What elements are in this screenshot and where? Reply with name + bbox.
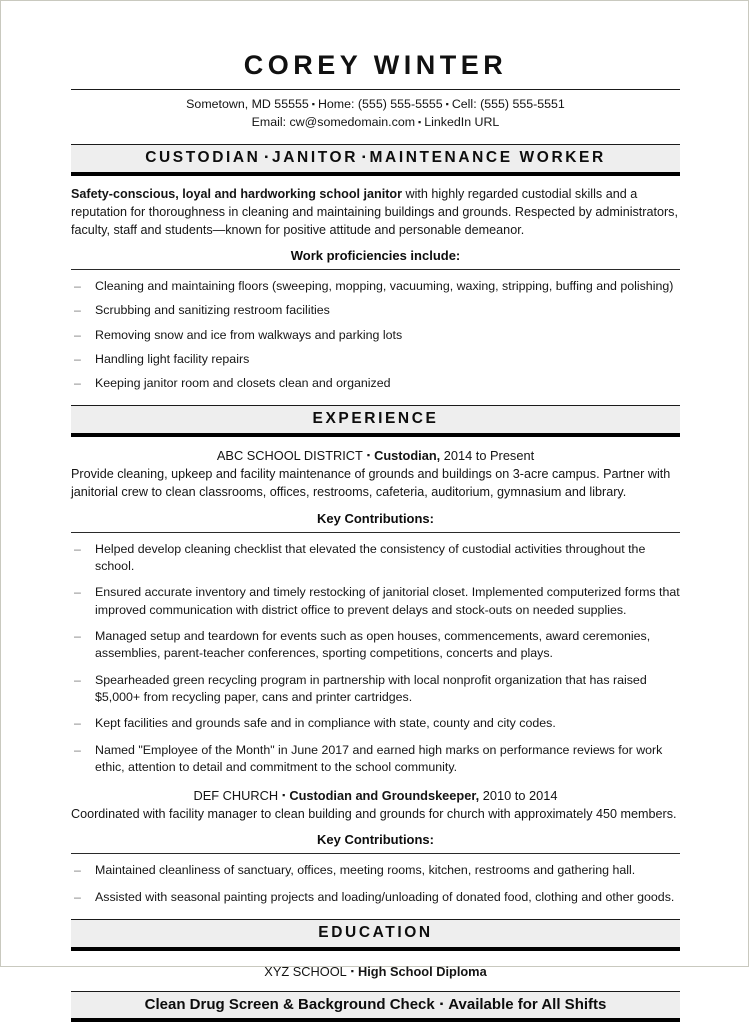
experience-band: [71, 405, 680, 437]
list-item: [71, 302, 680, 319]
list-item-text: Scrubbing and sanitizing restroom facilities: [95, 303, 330, 318]
dash-bullet-icon: –: [74, 742, 81, 757]
job-title-part-1: CUSTODIAN: [145, 149, 261, 167]
job-role: Custodian,: [374, 447, 441, 463]
job-description: Provide cleaning, upkeep and facility maintenance of grounds and buildings on 3-acre campus. Partner with janitorial crew to clean classrooms, offices, restrooms, cafeteria, auditorium, gymnasium and library.: [71, 466, 671, 499]
footer-part-2: Available for All Shifts: [448, 996, 607, 1014]
summary-body: with highly regarded custodial skills and a reputation for thoroughness in cleaning and maintaining buildings and grounds. Respected by administrators, faculty, staff and students—known for positive attitude and personable demeanor.: [71, 187, 678, 238]
list-item: [71, 742, 680, 777]
dash-bullet-icon: –: [74, 303, 81, 318]
job-title-part-2: JANITOR: [272, 149, 358, 167]
contact-linkedin[interactable]: LinkedIn URL: [424, 115, 500, 130]
proficiencies-list: [71, 270, 680, 393]
square-separator-icon: ▪: [311, 98, 315, 109]
dash-bullet-icon: –: [74, 279, 81, 294]
resume-sheet: [71, 1, 680, 1022]
square-separator-icon: ▪: [445, 98, 449, 109]
contact-cell-phone: Cell: (555) 555-5551: [451, 97, 565, 112]
list-item: [71, 715, 680, 732]
dash-bullet-icon: –: [74, 716, 81, 731]
list-item-text: Removing snow and ice from walkways and parking lots: [95, 327, 403, 342]
square-separator-icon: ▪: [282, 789, 286, 800]
square-separator-icon: ▪: [418, 116, 422, 127]
dash-bullet-icon: –: [74, 585, 81, 600]
dash-bullet-icon: –: [74, 863, 81, 878]
footer-text: [71, 996, 680, 1013]
experience-band-title: EXPERIENCE: [312, 409, 439, 427]
list-item-text: Cleaning and maintaining floors (sweeping, mopping, vacuuming, waxing, stripping, buffing and polishing): [95, 279, 674, 294]
list-item-text: Managed setup and teardown for events such as open houses, commencements, award ceremonies, assemblies, parent-teacher conferences, sporting competitions, concerts and plays.: [95, 629, 651, 661]
job-dates: 2010 to 2014: [482, 787, 558, 803]
dash-bullet-icon: –: [74, 541, 81, 556]
list-item-text: Assisted with seasonal painting projects and loading/unloading of donated food, clothing and other goods.: [95, 889, 675, 904]
proficiencies-heading: Work proficiencies include:: [290, 248, 461, 264]
square-separator-icon: ▪: [264, 152, 269, 164]
contact-address: Sometown, MD 55555: [186, 97, 309, 112]
education-degree: High School Diploma: [358, 964, 487, 980]
dash-bullet-icon: –: [74, 629, 81, 643]
page-title: COREY WINTER: [243, 50, 508, 80]
dash-bullet-icon: –: [74, 672, 81, 687]
job-title-text: [71, 149, 680, 167]
list-item: [71, 278, 680, 295]
square-separator-icon: ▪: [439, 999, 444, 1011]
list-item: [71, 672, 680, 707]
key-contributions-heading: Key Contributions:: [317, 832, 434, 848]
list-item: [71, 541, 680, 576]
education-entry: [71, 951, 680, 991]
job-dates: 2014 to Present: [443, 447, 535, 463]
key-contributions-heading: Key Contributions:: [317, 510, 434, 526]
dash-bullet-icon: –: [74, 889, 81, 904]
job-employer: DEF CHURCH: [193, 787, 279, 803]
list-item: [71, 351, 680, 368]
education-band-title: EDUCATION: [318, 924, 433, 942]
contact-info: [71, 90, 680, 132]
list-item-text: Handling light facility repairs: [95, 352, 250, 367]
list-item: [71, 584, 680, 619]
list-item-text: Maintained cleanliness of sanctuary, offices, meeting rooms, kitchen, restrooms and gathering hall.: [95, 863, 636, 878]
contact-email[interactable]: Email: cw@somedomain.com: [251, 115, 416, 130]
dash-bullet-icon: –: [74, 327, 81, 342]
list-item: [71, 628, 680, 663]
job-role: Custodian and Groundskeeper,: [289, 787, 480, 803]
dash-bullet-icon: –: [74, 352, 81, 367]
dash-bullet-icon: –: [74, 376, 81, 391]
key-contributions-list: [71, 533, 680, 777]
professional-summary: [71, 176, 680, 239]
contact-line-1: [71, 96, 680, 114]
job-employer: ABC SCHOOL DISTRICT: [216, 447, 363, 463]
job-heading: [71, 437, 680, 463]
footer-part-1: Clean Drug Screen & Background Check: [144, 996, 435, 1014]
square-separator-icon: ▪: [350, 966, 354, 977]
job-description: Coordinated with facility manager to clean building and grounds for church with approximately 450 members.: [71, 806, 677, 821]
contact-line-2: [71, 114, 680, 132]
list-item: [71, 327, 680, 344]
list-item-text: Spearheaded green recycling program in partnership with local nonprofit organization that has raised $5,000+ from recycling paper, cans and printer cartridges.: [95, 672, 647, 705]
education-school: XYZ SCHOOL: [264, 964, 347, 980]
list-item: [71, 375, 680, 392]
list-item-text: Helped develop cleaning checklist that elevated the consistency of custodial activities throughout the school.: [95, 541, 646, 573]
job-title-band: [71, 144, 680, 176]
summary-lead: Safety-conscious, loyal and hardworking school janitor: [71, 187, 402, 202]
square-separator-icon: ▪: [366, 449, 371, 460]
job-heading: [71, 777, 680, 803]
contact-home-phone: Home: (555) 555-5555: [317, 97, 443, 112]
education-band: [71, 919, 680, 951]
list-item-text: Kept facilities and grounds safe and in compliance with state, county and city codes.: [95, 716, 556, 731]
list-item-text: Keeping janitor room and closets clean and organized: [95, 376, 391, 391]
footer-band: [71, 991, 680, 1022]
job-title-part-3: MAINTENANCE WORKER: [369, 149, 606, 167]
list-item-text: Ensured accurate inventory and timely restocking of janitorial closet. Implemented computerized forms that improved communication with district office to prevent delays and stock-outs on needed supplies.: [95, 585, 680, 617]
list-item: [71, 889, 680, 906]
list-item-text: Named "Employee of the Month" in June 2017 and earned high marks on performance reviews for work ethic, attention to detail and commitment to the school community.: [95, 742, 663, 775]
square-separator-icon: ▪: [361, 152, 366, 164]
list-item: [71, 862, 680, 879]
key-contributions-list: [71, 854, 680, 906]
